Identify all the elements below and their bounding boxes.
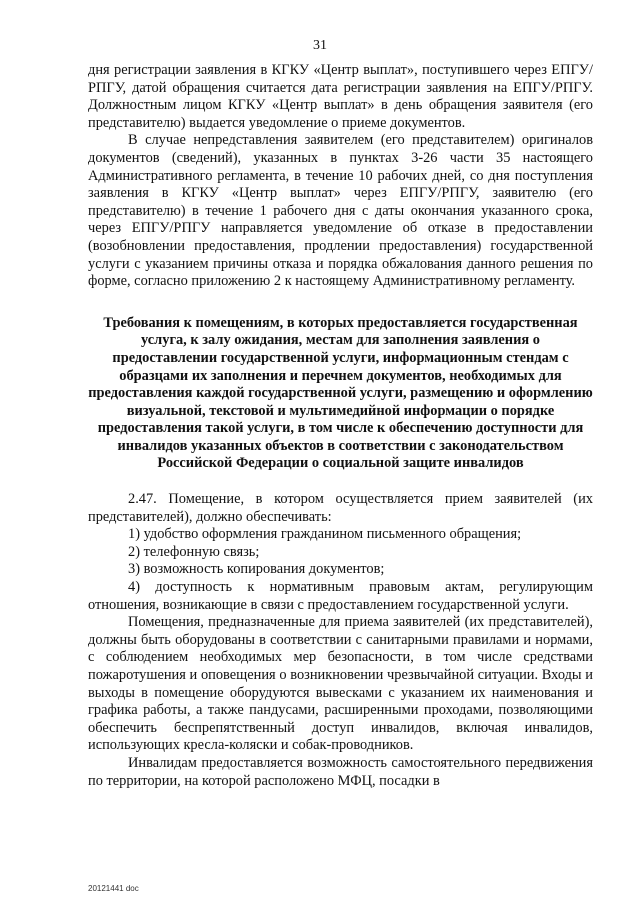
paragraph-premises: Помещения, предназначенные для приема заявителей (их представителей), должны быть оборудованы в соответствии с санитарными правилами и нормами, с соблюдением необходимых мер безопасности, в том числе средствами пожаротушения и оповещения о возникновении чрезвычайной ситуации. Входы и выходы в помещение оборудуются вывесками с указанием их наименования и графика работы, а также пандусами, расширенными проходами, позволяющими обеспечить беспрепятственный доступ инвалидов, включая инвалидов, использующих кресла-коляски и собак-проводников. <box>88 614 593 754</box>
list-item-4: 4) доступность к нормативным правовым актам, регулирующим отношения, возникающие в связи с предоставлением государственной услуги. <box>88 579 593 613</box>
page-number: 31 <box>313 38 327 53</box>
paragraph-non-submission: В случае непредставления заявителем (его представителем) оригиналов документов (сведений), указанных в пунктах 3-26 части 35 настоящего Административного регламента, в течение 10 рабочих дней, со дня поступления заявления в КГКУ «Центр выплат» через ЕПГУ/РПГУ, заявителю (его представителю) в течение 1 рабочего дня с даты окончания указанного срока, через ЕПГУ/РПГУ направляется уведомление об отказе в предоставлении (возобновлении предоставления, продлении предоставления) государственной услуги с указанием причины отказа и порядка обжалования данного решения по форме, согласно приложению 2 к настоящему Административному регламенту. <box>88 132 593 290</box>
paragraph-disabled-access: Инвалидам предоставляется возможность самостоятельного передвижения по территории, на которой расположено МФЦ, посадки в <box>88 754 593 789</box>
section-heading: Требования к помещениям, в которых предоставляется государственная услуга, к залу ожидания, местам для заполнения заявления о предоставлении государственной услуги, информационным стендам с образцами их заполнения и перечнем документов, необходимых для предоставления каждой государственной услуги, размещению и оформлению визуальной, текстовой и мультимедийной информации о порядке предоставления такой услуги, в том числе к обеспечению доступности для инвалидов указанных объектов в соответствии с законодательством Российской Федерации о социальной защите инвалидов <box>88 314 593 472</box>
list-item: 1) удобство оформления гражданином письменного обращения; <box>128 526 522 543</box>
paragraph-continuation: дня регистрации заявления в КГКУ «Центр выплат», поступившего через ЕПГУ/РПГУ, датой обращения считается дата регистрации заявления на ЕПГУ/РПГУ. Должностным лицом КГКУ «Центр выплат» в день обращения заявителя (его представителю) выдается уведомление о приеме документов. <box>88 62 593 131</box>
document-body <box>88 62 593 790</box>
file-footer: 20121441 doc <box>88 884 139 893</box>
paragraph-2-47: 2.47. Помещение, в котором осуществляется прием заявителей (их представителей), должно обеспечивать: <box>88 491 593 525</box>
list-item: 3) возможность копирования документов; <box>128 561 385 578</box>
list-item: 2) телефонную связь; <box>128 543 260 560</box>
